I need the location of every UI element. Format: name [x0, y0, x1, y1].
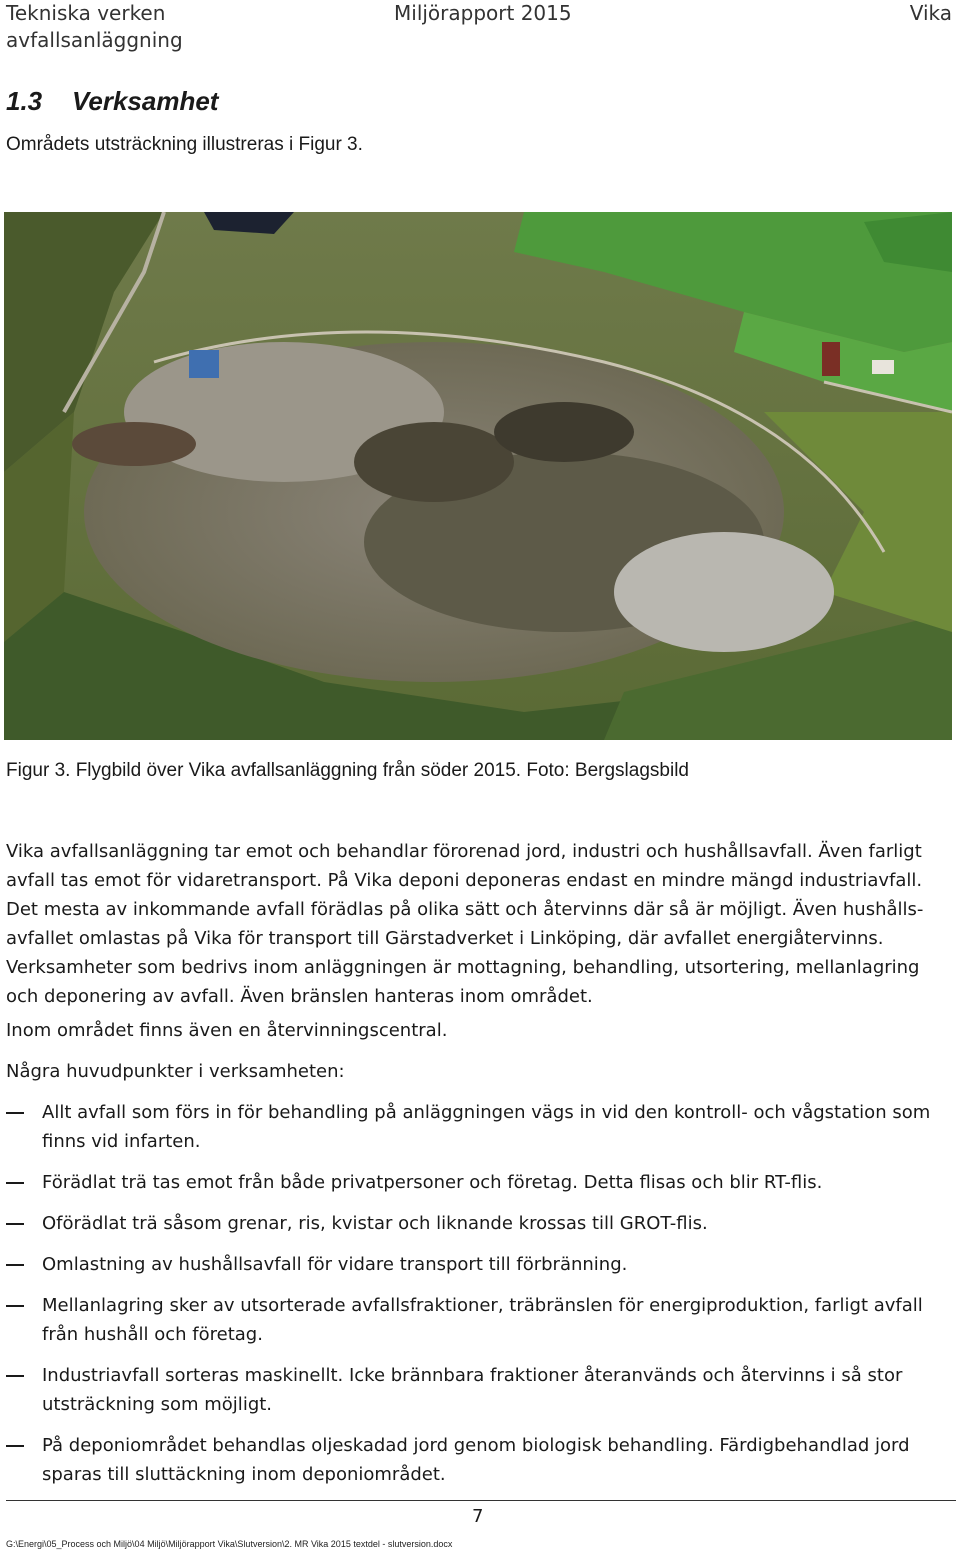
dash-bullet-icon [6, 1264, 24, 1266]
list-item-text: Förädlat trä tas emot från både privatpersoner och företag. Detta flisas och blir RT-flis. [42, 1172, 823, 1193]
section-title: Verksamhet [72, 86, 219, 116]
body-paragraph: Inom området finns även en återvinningscentral. [6, 1020, 448, 1041]
body-paragraph: Vika avfallsanläggning tar emot och behandlar förorenad jord, industri och hushållsavfall. Även farligt avfall tas emot för vidaretransport. På Vika deponi deponeras endast en mindre mängd industriavfall. Det mesta av inkommande avfall förädlas på olika sätt och återvinns där så är möjligt. Även hushålls-avfallet omlastas på Vika för transport till Gärstadverket i Linköping, där avfallet energiåtervinns. Verksamheter som bedrivs inom anläggningen är mottagning, behandling, utsortering, mellanlagring och deponering av avfall. Även bränslen hanteras inom området. [6, 841, 924, 1007]
list-item-text: På deponiområdet behandlas oljeskadad jord genom biologisk behandling. Färdigbehandlad jord sparas till sluttäckning inom deponiområdet. [42, 1435, 910, 1485]
section-heading [6, 86, 218, 117]
dash-bullet-icon [6, 1182, 24, 1184]
list-item-text: Omlastning av hushållsavfall för vidare transport till förbränning. [42, 1254, 628, 1275]
list-item [6, 1209, 956, 1238]
header-org-unit: avfallsanläggning [6, 28, 183, 52]
header-org-name: Tekniska verken [6, 1, 166, 25]
list-item [6, 1361, 956, 1419]
list-item-text: Mellanlagring sker av utsorterade avfallsfraktioner, träbränslen för energiproduktion, farligt avfall från hushåll och företag. [42, 1295, 923, 1345]
list-item-text: Industriavfall sorteras maskinellt. Icke brännbara fraktioner återanvänds och återvinns i så stor utsträckning som möjligt. [42, 1365, 903, 1415]
section-number: 1.3 [6, 86, 43, 116]
list-item-text: Allt avfall som förs in för behandling på anläggningen vägs in vid den kontroll- och vågstation som finns vid infarten. [42, 1102, 931, 1152]
dash-bullet-icon [6, 1305, 24, 1307]
dash-bullet-icon [6, 1445, 24, 1447]
figure-caption: Figur 3. Flygbild över Vika avfallsanläggning från söder 2015. Foto: Bergslagsbild [6, 760, 689, 781]
list-item-text: Oförädlat trä såsom grenar, ris, kvistar och liknande krossas till GROT-flis. [42, 1213, 708, 1234]
dash-bullet-icon [6, 1375, 24, 1377]
list-item [6, 1250, 956, 1279]
bullet-list [6, 1098, 956, 1501]
body-paragraph: Några huvudpunkter i verksamheten: [6, 1061, 345, 1082]
header-org [6, 0, 183, 54]
list-item [6, 1291, 956, 1349]
footer-file-path: G:\Energi\05_Process och Miljö\04 Miljö\Miljörapport Vika\Slutversion\2. MR Vika 2015 textdel - slutversion.docx [6, 1539, 453, 1549]
section-intro: Områdets utsträckning illustreras i Figur 3. [6, 134, 363, 155]
dash-bullet-icon [6, 1223, 24, 1225]
aerial-photo [4, 212, 952, 740]
list-item [6, 1431, 956, 1489]
dash-bullet-icon [6, 1112, 24, 1114]
list-item [6, 1168, 956, 1197]
list-item [6, 1098, 956, 1156]
header-report-title: Miljörapport 2015 [394, 1, 572, 25]
header-site-name: Vika [909, 1, 952, 25]
footer-divider [6, 1500, 956, 1501]
page-number: 7 [472, 1506, 484, 1527]
